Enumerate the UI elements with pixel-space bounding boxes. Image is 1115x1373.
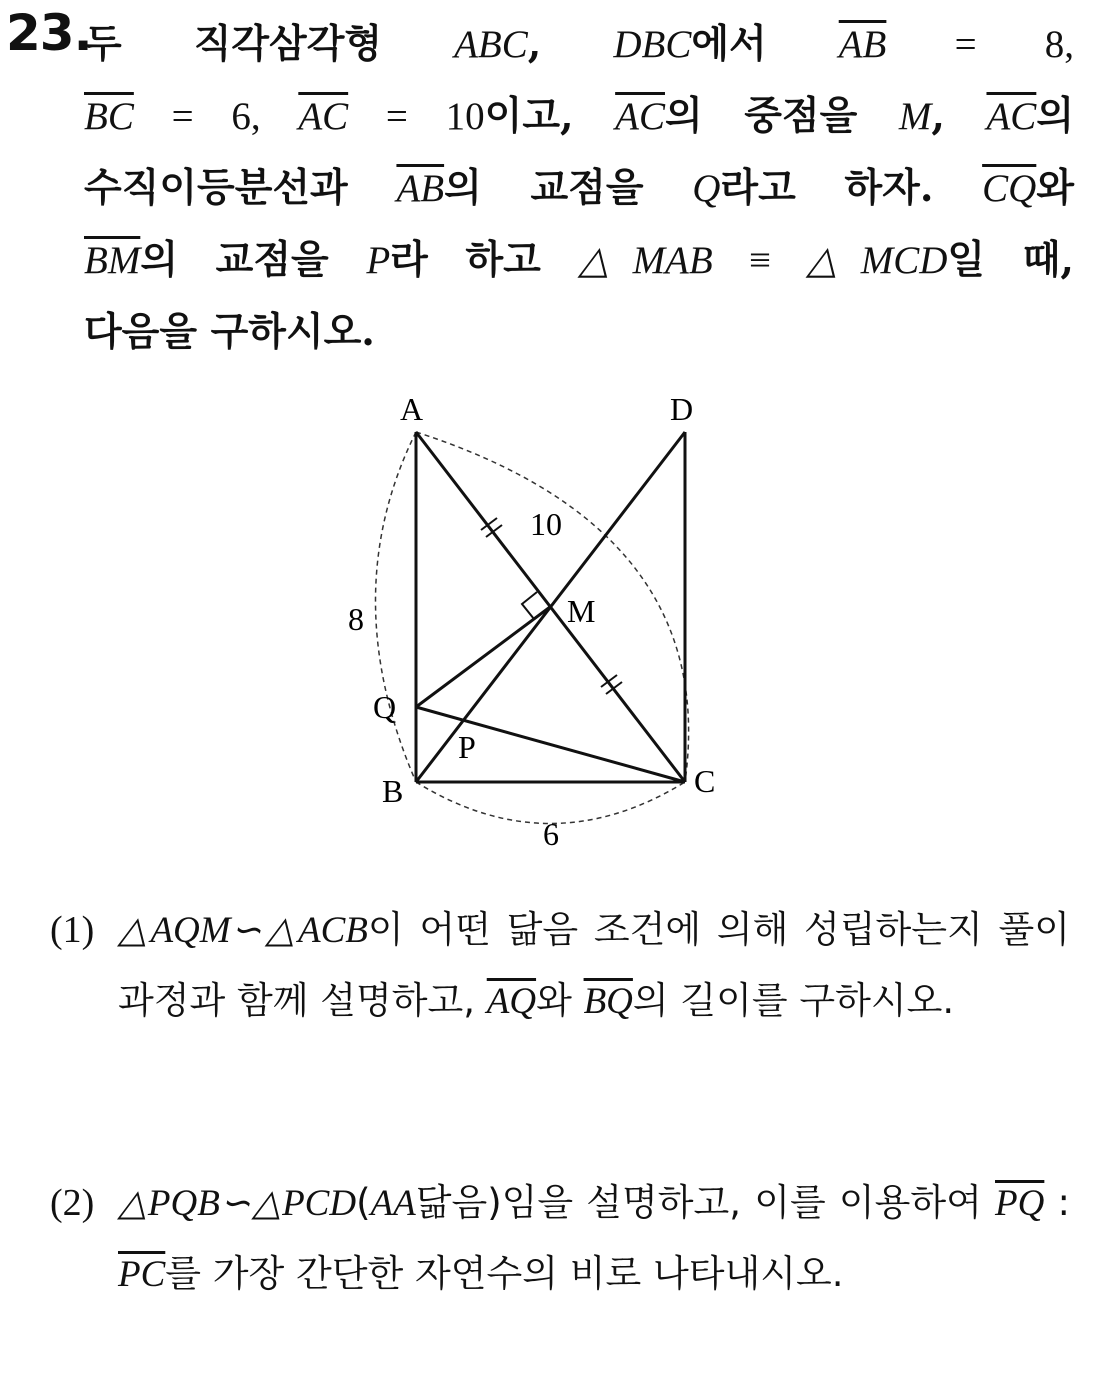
stem-line (84, 152, 1074, 224)
text-run: , (527, 21, 614, 67)
segment-notation: $\overline{BM}$ (84, 239, 141, 282)
text-run: 닮음)임을 설명하고, 이를 이용하여 (415, 1181, 996, 1224)
segment-notation: $\overline{CQ}$ (982, 167, 1037, 210)
label-m: M (567, 593, 596, 629)
math-expression: Q (692, 167, 721, 210)
segment-qc (416, 707, 685, 782)
label-b: B (382, 773, 404, 809)
text-run: 다음을 구하시오. (84, 309, 375, 355)
segment-notation: $\overline{PC}$ (118, 1254, 166, 1295)
stem-line (84, 224, 1074, 296)
stem-line (84, 296, 1074, 368)
segment-notation: $\overline{BC}$ (84, 95, 134, 138)
text-run: 이고, (484, 93, 616, 139)
math-number: = 10 (348, 95, 485, 138)
segment-notation: $\overline{AC}$ (298, 95, 349, 138)
math-expression: ABC (454, 23, 528, 66)
math-expression: M (898, 95, 932, 138)
stem-line (84, 8, 1074, 80)
subquestion-label: (2) (50, 1182, 95, 1224)
segment-notation: $\overline{AB}$ (396, 167, 445, 210)
length-label-bc: 6 (543, 816, 559, 852)
text-run: 를 가장 간단한 자연수의 비로 나타내시오. (165, 1252, 844, 1295)
text-run: 의 (1036, 93, 1075, 139)
right-angle-mark (522, 592, 537, 619)
segment-notation: $\overline{BQ}$ (583, 981, 633, 1022)
text-run: 이 어떤 닮음 조건에 의해 성립하는지 풀이 과정과 함께 설명하고, (118, 908, 1071, 1022)
segment-qm (416, 607, 550, 707)
segment-notation: $\overline{AQ}$ (486, 981, 537, 1022)
math-expression: AA (370, 1183, 416, 1224)
math-expression: △MAB ≡ △MCD (578, 239, 948, 282)
math-expression: P (366, 239, 391, 282)
text-run: 의 길이를 구하시오. (632, 979, 955, 1022)
question-stem (84, 8, 1074, 368)
segment-notation: $\overline{PQ}$ (995, 1183, 1045, 1224)
segment-notation: $\overline{AB}$ (838, 23, 887, 66)
subquestion-2 (50, 1168, 1070, 1310)
math-expression: DBC (613, 23, 692, 66)
text-run: ( (356, 1181, 371, 1224)
text-run: 와 (536, 979, 584, 1022)
text-run: 의 중점을 (664, 93, 899, 139)
length-label-ab: 8 (348, 601, 364, 637)
stem-line (84, 80, 1074, 152)
math-number: = 6, (133, 95, 299, 138)
segment-notation: $\overline{AC}$ (986, 95, 1037, 138)
label-c: C (694, 763, 716, 799)
geometry-figure (330, 380, 750, 860)
text-run: 와 (1036, 165, 1074, 211)
math-expression: △AQM∽△ACB (118, 910, 368, 951)
subquestion-text (118, 1168, 1070, 1310)
subquestion-text (118, 895, 1070, 1037)
text-run: 에서 (691, 21, 839, 67)
text-run: 일 때, (947, 237, 1074, 283)
text-run: 의 교점을 (140, 237, 367, 283)
subquestion-label: (1) (50, 909, 95, 951)
label-p: P (458, 729, 476, 765)
subquestion-1 (50, 895, 1070, 1037)
length-label-ac: 10 (530, 506, 562, 542)
segment-notation: $\overline{AC}$ (615, 95, 665, 138)
arc-ab (376, 432, 417, 782)
math-expression: △PQB∽△PCD (118, 1183, 357, 1224)
math-number: = 8, (886, 23, 1074, 66)
text-run: 두 직각삼각형 (84, 21, 455, 67)
label-a: A (400, 391, 424, 427)
text-run: 라고 하자. (720, 165, 983, 211)
text-run: : (1044, 1181, 1070, 1224)
text-run: 수직이등분선과 (84, 165, 397, 211)
text-run: , (931, 93, 987, 139)
text-run: 라 하고 (390, 237, 579, 283)
label-d: D (670, 391, 694, 427)
text-run: 의 교점을 (444, 165, 693, 211)
question-number: 23. (6, 4, 92, 62)
label-q: Q (373, 689, 397, 725)
